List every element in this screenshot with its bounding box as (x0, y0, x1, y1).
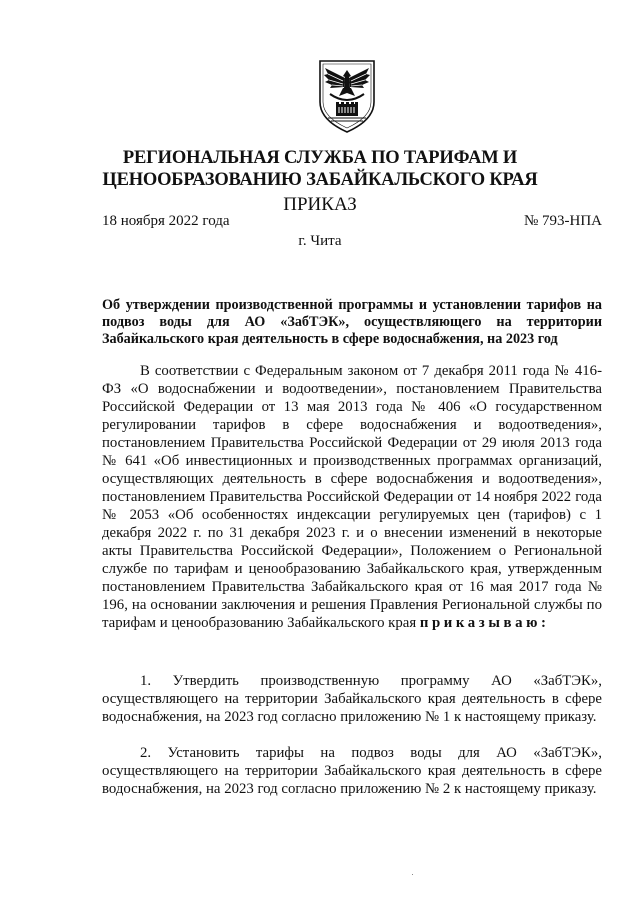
document-subject: Об утверждении производственной программы и установлении тарифов на подвоз воды для АО «ЗабТЭК», осуществляющего на территории Забайкальского края деятельность в сфере водоснабжения, на 2023 год (102, 297, 602, 347)
coat-of-arms-icon (316, 58, 378, 134)
document-number: № 793-НПА (523, 213, 602, 229)
document-date: 18 ноября 2022 года (102, 213, 230, 229)
preamble-text: В соответствии с Федеральным законом от 7 декабря 2011 года № 416-ФЗ «О водоснабжении и водоотведении», постановлением Правительства Российской Федерации от 13 мая 2013 года № 406 «О государственном регулировании тарифов в сфере водоснабжения и водоотведения», постановлением Правительства Российской Федерации от 29 июля 2013 года № 641 «Об инвестиционных и производственных программах организаций, осуществляющих деятельность в сфере водоснабжения и водоотведения», постановлением Правительства Российской Федерации от 14 ноября 2022 года № 2053 «Об особенностях индексации регулируемых цен (тарифов) с 1 декабря 2022 г. по 31 декабря 2023 г. и о внесении изменений в некоторые акты Правительства Российской Федерации», Положением о Региональной службе по тарифам и ценообразованию Забайкальского края, утвержденным постановлением Правительства Забайкальского края от 16 мая 2017 года № 196, на основании заключения и решения Правления Региональной службы по тарифам и ценообразованию Забайкальского края (102, 363, 602, 631)
preamble-paragraph (102, 362, 602, 632)
page-speck (412, 874, 413, 875)
order-item-2: 2. Установить тарифы на подвоз воды для АО «ЗабТЭК», осуществляющего на территории Забайкальского края деятельность в сфере водоснабжения, на 2023 год согласно приложению № 2 к настоящему приказу. (102, 745, 602, 797)
organization-name-line-1: РЕГИОНАЛЬНАЯ СЛУЖБА ПО ТАРИФАМ И (122, 148, 518, 168)
document-city: г. Чита (298, 233, 342, 249)
decree-word: приказываю: (419, 615, 550, 631)
order-item-1: 1. Утвердить производственную программу АО «ЗабТЭК», осуществляющего на территории Забайкальского края деятельность в сфере водоснабжения, на 2023 год согласно приложению № 1 к настоящему приказу. (102, 673, 602, 725)
document-type: ПРИКАЗ (283, 194, 357, 215)
organization-name-line-2: ЦЕНООБРАЗОВАНИЮ ЗАБАЙКАЛЬСКОГО КРАЯ (102, 170, 538, 190)
